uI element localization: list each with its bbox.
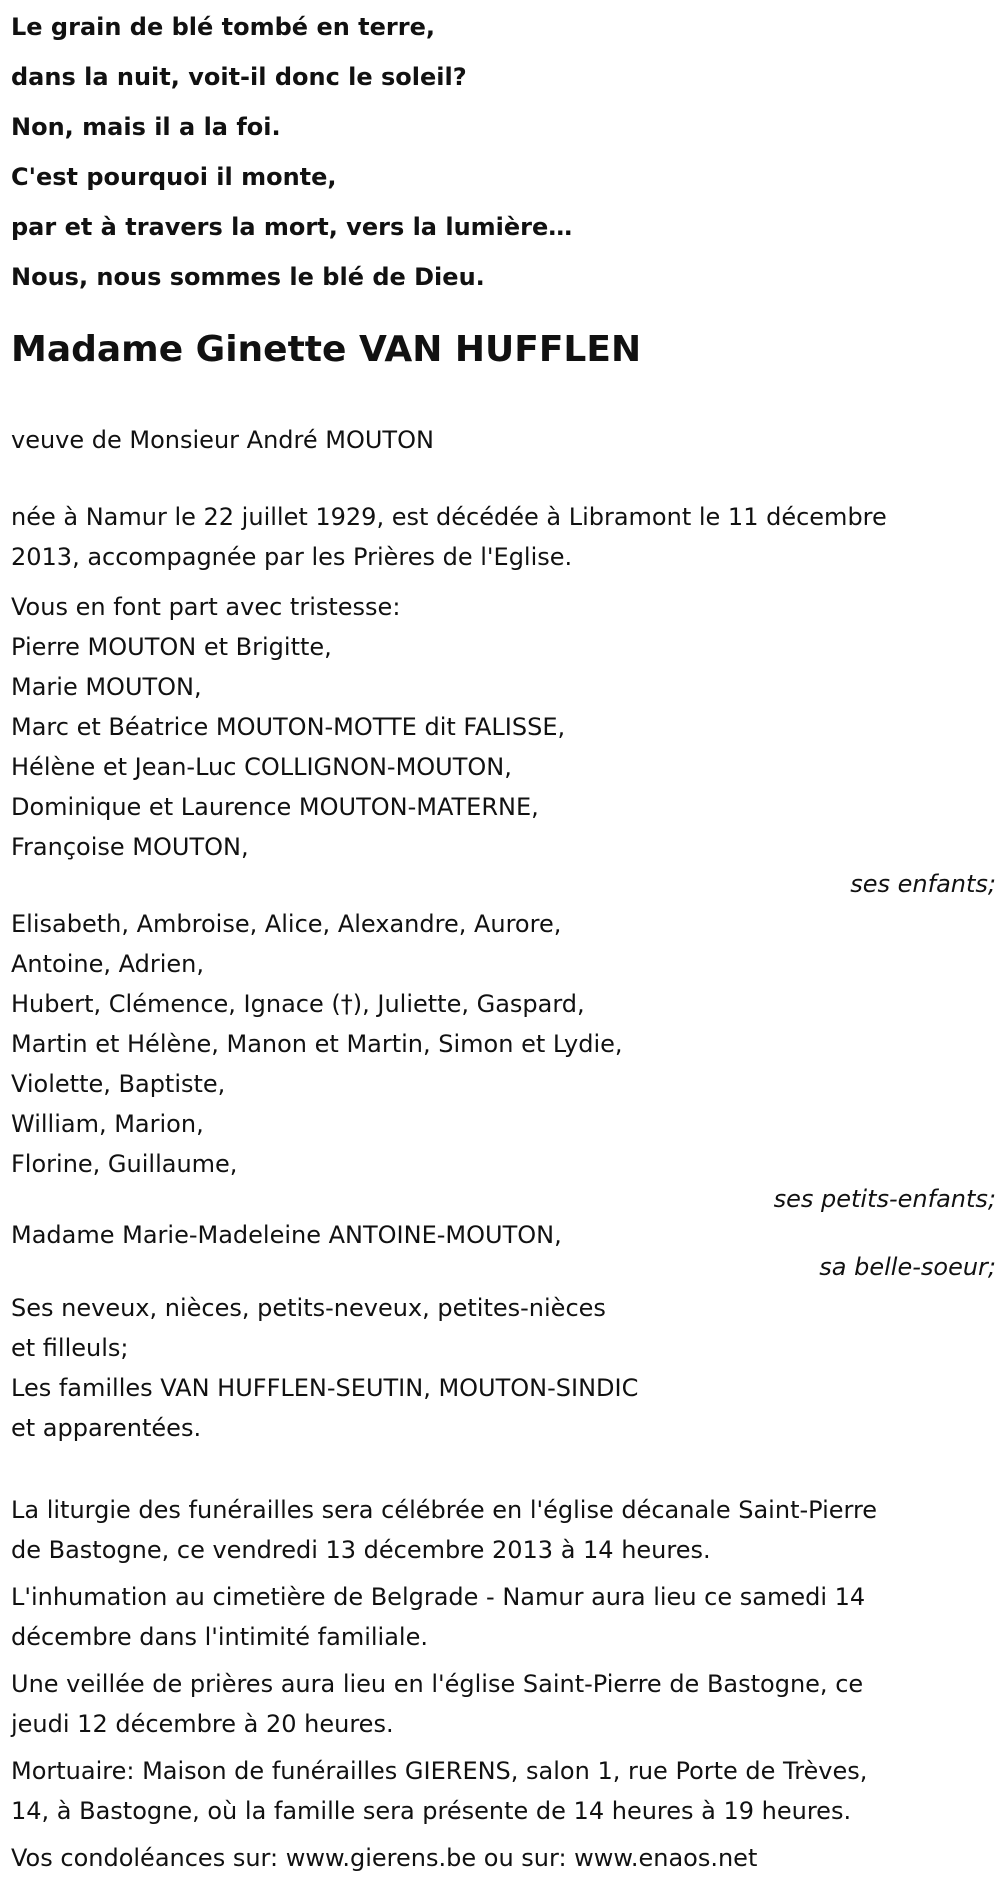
poem-line: Nous, nous sommes le blé de Dieu. <box>11 263 485 291</box>
obituary-page <box>11 0 996 1878</box>
mortuary-info <box>11 1751 996 1831</box>
extended-family-line: et apparentées. <box>11 1414 202 1442</box>
widow-of <box>11 420 996 460</box>
text-line: La liturgie des funérailles sera célébrée en l'église décanale Saint-Pierre <box>11 1496 878 1524</box>
child-entry: Dominique et Laurence MOUTON-MATERNE, <box>11 793 539 821</box>
poem-line: Le grain de blé tombé en terre, <box>11 13 435 41</box>
child-entry: Hélène et Jean-Luc COLLIGNON-MOUTON, <box>11 753 512 781</box>
child-entry: Marc et Béatrice MOUTON-MOTTE dit FALISSE, <box>11 713 566 741</box>
text-line: Une veillée de prières aura lieu en l'église Saint-Pierre de Bastogne, ce <box>11 1670 864 1698</box>
poem-line: dans la nuit, voit-il donc le soleil? <box>11 63 467 91</box>
grandchild-entry: Elisabeth, Ambroise, Alice, Alexandre, Aurore, <box>11 910 562 938</box>
text-line: 2013, accompagnée par les Prières de l'Eglise. <box>11 543 573 571</box>
poem <box>11 2 996 302</box>
grandchild-entry: Florine, Guillaume, <box>11 1150 238 1178</box>
sister-in-law-label: sa belle-soeur; <box>819 1253 996 1281</box>
grandchild-entry: Antoine, Adrien, <box>11 950 204 978</box>
poem-line: Non, mais il a la foi. <box>11 113 281 141</box>
birth-death-statement <box>11 497 996 577</box>
poem-line: par et à travers la mort, vers la lumière… <box>11 213 573 241</box>
sister-in-law-entry: Madame Marie-Madeleine ANTOINE-MOUTON, <box>11 1221 562 1249</box>
text-line: 14, à Bastogne, où la famille sera présente de 14 heures à 19 heures. <box>11 1797 852 1825</box>
text-line: de Bastogne, ce vendredi 13 décembre 2013 à 14 heures. <box>11 1536 711 1564</box>
extended-family-line: Les familles VAN HUFFLEN-SEUTIN, MOUTON-SINDIC <box>11 1374 639 1402</box>
child-entry: Françoise MOUTON, <box>11 833 249 861</box>
vigil-info <box>11 1664 996 1744</box>
deceased-name: Madame Ginette VAN HUFFLEN <box>11 329 642 370</box>
liturgy-info <box>11 1490 996 1570</box>
grandchild-entry: Martin et Hélène, Manon et Martin, Simon et Lydie, <box>11 1030 623 1058</box>
burial-info <box>11 1577 996 1657</box>
text-line: décembre dans l'intimité familiale. <box>11 1623 428 1651</box>
extended-family-line: Ses neveux, nièces, petits-neveux, petites-nièces <box>11 1294 606 1322</box>
children-label: ses enfants; <box>850 870 996 898</box>
announcement-intro: Vous en font part avec tristesse: <box>11 593 401 621</box>
condolences-text: Vos condoléances sur: www.gierens.be ou sur: www.enaos.net <box>11 1844 758 1872</box>
child-entry: Marie MOUTON, <box>11 673 202 701</box>
grandchildren-label: ses petits-enfants; <box>773 1185 996 1213</box>
child-entry: Pierre MOUTON et Brigitte, <box>11 633 332 661</box>
text-line: L'inhumation au cimetière de Belgrade - Namur aura lieu ce samedi 14 <box>11 1583 866 1611</box>
extended-family-line: et filleuls; <box>11 1334 129 1362</box>
grandchild-entry: Hubert, Clémence, Ignace (†), Juliette, Gaspard, <box>11 990 585 1018</box>
condolences-info <box>11 1838 996 1878</box>
poem-line: C'est pourquoi il monte, <box>11 163 337 191</box>
widow-of-text: veuve de Monsieur André MOUTON <box>11 426 434 454</box>
text-line: née à Namur le 22 juillet 1929, est décédée à Libramont le 11 décembre <box>11 503 887 531</box>
text-line: Mortuaire: Maison de funérailles GIERENS, salon 1, rue Porte de Trèves, <box>11 1757 868 1785</box>
text-line: jeudi 12 décembre à 20 heures. <box>11 1710 394 1738</box>
grandchild-entry: Violette, Baptiste, <box>11 1070 226 1098</box>
grandchild-entry: William, Marion, <box>11 1110 204 1138</box>
family-announcement <box>11 587 996 1448</box>
